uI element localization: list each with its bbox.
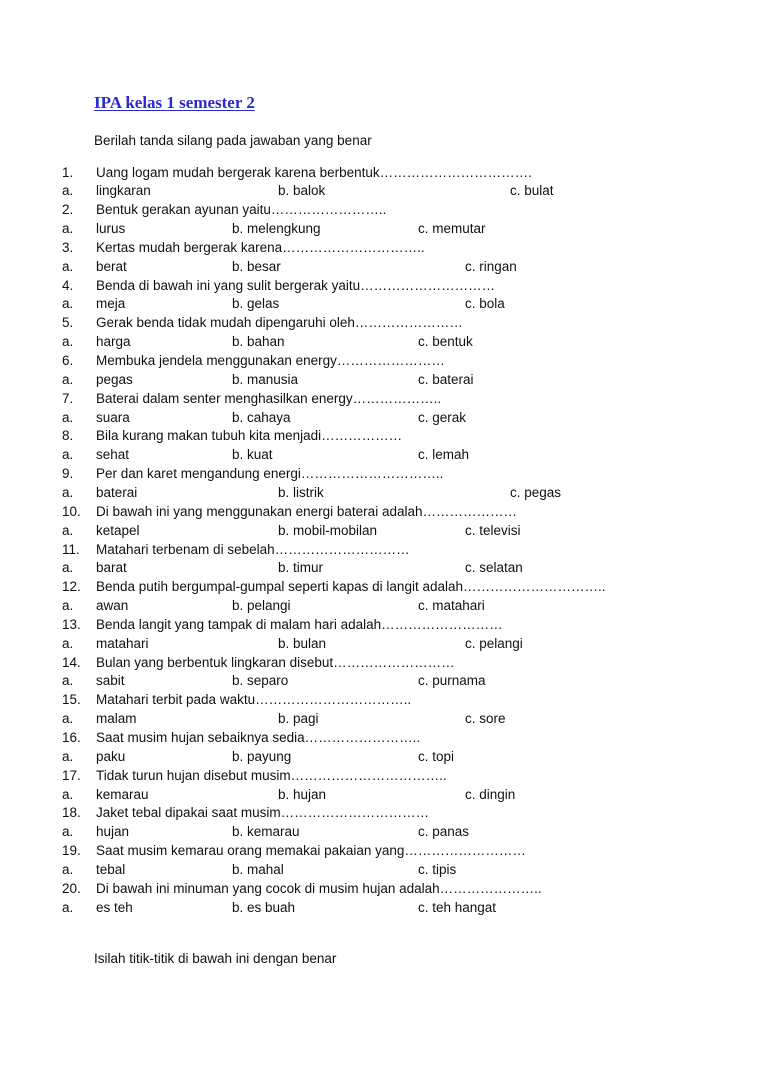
option-a: hujan — [96, 824, 130, 840]
question-number: 12. — [62, 579, 81, 595]
question-row — [0, 313, 768, 332]
option-b: b. cahaya — [232, 409, 291, 425]
question-number: 6. — [62, 353, 74, 368]
option-a: meja — [96, 296, 126, 312]
option-b: b. bahan — [232, 334, 285, 350]
question-text: Gerak benda tidak mudah dipengaruhi oleh…………………… — [96, 315, 463, 331]
answer-options-row — [0, 370, 768, 389]
question-row — [0, 803, 768, 822]
question-number: 16. — [62, 730, 81, 745]
option-c: c. memutar — [418, 221, 486, 236]
answer-options-row — [0, 709, 768, 728]
question-text: Uang logam mudah bergerak karena berbentuk……………………………. — [96, 164, 532, 180]
question-number: 7. — [62, 390, 74, 406]
question-text: Bila kurang makan tubuh kita menjadi……………… — [96, 428, 403, 444]
question-number: 8. — [62, 428, 74, 444]
answer-options-row — [0, 822, 768, 841]
option-marker-a: a. — [62, 221, 74, 236]
question-number: 18. — [62, 805, 81, 821]
option-b: b. es buah — [232, 899, 296, 915]
option-c: c. topi — [418, 748, 455, 764]
question-number: 4. — [62, 277, 74, 293]
question-text: Matahari terbenam di sebelah………………………… — [96, 541, 410, 557]
question-text: Benda langit yang tampak di malam hari adalah……………………… — [96, 616, 503, 632]
question-number: 11. — [62, 541, 80, 557]
answer-options-row — [0, 445, 768, 464]
question-number: 9. — [62, 466, 74, 482]
option-b: b. kuat — [232, 447, 273, 463]
option-a: harga — [96, 334, 131, 350]
option-b: b. payung — [232, 748, 292, 764]
option-a: sehat — [96, 447, 130, 463]
option-b: b. pelangi — [232, 598, 291, 613]
question-row — [0, 540, 768, 559]
answer-options-row — [0, 332, 768, 351]
option-c: c. bulat — [510, 183, 554, 199]
question-text: Jaket tebal dipakai saat musim…………………………… — [96, 805, 430, 821]
option-marker-a: a. — [62, 786, 74, 802]
question-text: Di bawah ini yang menggunakan energi baterai adalah………………… — [96, 503, 517, 519]
question-number: 14. — [62, 654, 81, 670]
question-text: Baterai dalam senter menghasilkan energy……………….. — [96, 390, 442, 406]
option-c: c. televisi — [465, 522, 521, 538]
question-number: 19. — [62, 843, 81, 859]
option-marker-a: a. — [62, 899, 74, 915]
question-text: Saat musim hujan sebaiknya sedia…………………….. — [96, 730, 421, 745]
option-marker-a: a. — [62, 334, 74, 350]
instruction-fill-in: Isilah titik-titik di bawah ini dengan benar — [94, 951, 337, 966]
question-row — [0, 653, 768, 672]
answer-options-row — [0, 860, 768, 879]
option-c: c. dingin — [465, 786, 516, 802]
option-a: matahari — [96, 635, 149, 651]
option-c: c. ringan — [465, 258, 517, 274]
question-text: Saat musim kemarau orang memakai pakaian yang……………………… — [96, 843, 526, 859]
answer-options-row — [0, 521, 768, 540]
answer-options-row — [0, 483, 768, 502]
option-c: c. matahari — [418, 598, 485, 613]
page-title: IPA kelas 1 semester 2 — [94, 93, 255, 112]
question-row — [0, 163, 768, 182]
option-a: sabit — [96, 673, 125, 689]
option-marker-a: a. — [62, 296, 74, 312]
option-b: b. mahal — [232, 861, 284, 877]
option-c: c. pelangi — [465, 635, 523, 651]
question-text: Bulan yang berbentuk lingkaran disebut……………………… — [96, 654, 455, 670]
option-a: tebal — [96, 861, 126, 877]
option-b: b. kemarau — [232, 824, 300, 840]
option-c: c. baterai — [418, 371, 474, 387]
question-number: 3. — [62, 239, 74, 255]
option-b: b. separo — [232, 673, 289, 689]
question-text: Membuka jendela menggunakan energy…………………… — [96, 353, 445, 368]
option-c: c. bola — [465, 296, 505, 312]
option-a: baterai — [96, 484, 138, 500]
option-a: es teh — [96, 899, 133, 915]
question-number: 10. — [62, 503, 81, 519]
option-c: c. gerak — [418, 409, 467, 425]
question-number: 1. — [62, 164, 74, 180]
instruction-multiple-choice: Berilah tanda silang pada jawaban yang benar — [94, 133, 372, 148]
option-marker-a: a. — [62, 748, 74, 764]
option-a: suara — [96, 409, 130, 425]
question-text: Per dan karet mengandung energi………………………….. — [96, 466, 444, 482]
question-text: Bentuk gerakan ayunan yaitu…………………….. — [96, 202, 387, 218]
option-c: c. purnama — [418, 673, 486, 689]
question-row — [0, 351, 768, 370]
option-a: ketapel — [96, 522, 140, 538]
option-b: b. listrik — [278, 484, 324, 500]
option-marker-a: a. — [62, 183, 74, 199]
option-b: b. balok — [278, 183, 326, 199]
question-text: Kertas mudah bergerak karena………………………….. — [96, 239, 425, 255]
option-b: b. hujan — [278, 786, 327, 802]
answer-options-row — [0, 181, 768, 200]
question-row — [0, 766, 768, 785]
option-marker-a: a. — [62, 258, 74, 274]
question-number: 17. — [62, 767, 81, 783]
option-c: c. panas — [418, 824, 470, 840]
option-a: barat — [96, 560, 127, 576]
option-c: c. tipis — [418, 861, 457, 877]
question-row — [0, 841, 768, 860]
question-number: 2. — [62, 202, 74, 218]
option-a: paku — [96, 748, 126, 764]
option-a: awan — [96, 598, 129, 613]
answer-options-row — [0, 898, 768, 917]
answer-options-row — [0, 785, 768, 804]
option-c: c. teh hangat — [418, 899, 497, 915]
option-a: kemarau — [96, 786, 149, 802]
answer-options-row — [0, 408, 768, 427]
option-c: c. lemah — [418, 447, 470, 463]
option-b: b. melengkung — [232, 221, 321, 236]
question-text: Benda di bawah ini yang sulit bergerak yaitu………………………… — [96, 277, 496, 293]
option-b: b. bulan — [278, 635, 327, 651]
option-marker-a: a. — [62, 861, 74, 877]
option-c: c. selatan — [465, 560, 523, 576]
option-marker-a: a. — [62, 484, 74, 500]
option-marker-a: a. — [62, 409, 74, 425]
option-marker-a: a. — [62, 824, 74, 840]
option-b: b. pagi — [278, 711, 319, 727]
answer-options-row — [0, 219, 768, 238]
answer-options-row — [0, 747, 768, 766]
question-row — [0, 238, 768, 257]
question-number: 5. — [62, 315, 74, 331]
question-number: 13. — [62, 616, 81, 632]
question-row — [0, 464, 768, 483]
option-a: berat — [96, 258, 127, 274]
option-b: b. gelas — [232, 296, 280, 312]
option-b: b. timur — [278, 560, 324, 576]
question-row — [0, 426, 768, 445]
answer-options-row — [0, 634, 768, 653]
question-text: Tidak turun hujan disebut musim…………………………….. — [96, 767, 447, 783]
option-a: pegas — [96, 371, 133, 387]
option-marker-a: a. — [62, 371, 74, 387]
answer-options-row — [0, 257, 768, 276]
option-c: c. pegas — [510, 484, 562, 500]
answer-options-row — [0, 558, 768, 577]
option-c: c. sore — [465, 711, 506, 727]
question-number: 15. — [62, 692, 81, 708]
option-b: b. besar — [232, 258, 281, 274]
question-text: Matahari terbit pada waktu…………………………….. — [96, 692, 412, 708]
option-marker-a: a. — [62, 522, 74, 538]
option-marker-a: a. — [62, 673, 74, 689]
question-row — [0, 879, 768, 898]
question-row — [0, 728, 768, 747]
option-c: c. bentuk — [418, 334, 473, 350]
option-marker-a: a. — [62, 711, 74, 727]
question-row — [0, 502, 768, 521]
option-a: lurus — [96, 221, 126, 236]
question-row — [0, 276, 768, 295]
question-number: 20. — [62, 880, 81, 896]
option-marker-a: a. — [62, 598, 74, 613]
question-row — [0, 615, 768, 634]
option-marker-a: a. — [62, 635, 74, 651]
question-text: Di bawah ini minuman yang cocok di musim hujan adalah………………….. — [96, 880, 542, 896]
question-row — [0, 577, 768, 596]
answer-options-row — [0, 294, 768, 313]
option-a: malam — [96, 711, 137, 727]
option-marker-a: a. — [62, 447, 74, 463]
option-b: b. mobil-mobilan — [278, 522, 378, 538]
answer-options-row — [0, 671, 768, 690]
answer-options-row — [0, 596, 768, 615]
question-row — [0, 389, 768, 408]
question-text: Benda putih bergumpal-gumpal seperti kapas di langit adalah………………………….. — [96, 579, 606, 595]
option-b: b. manusia — [232, 371, 299, 387]
option-marker-a: a. — [62, 560, 74, 576]
question-row — [0, 690, 768, 709]
question-row — [0, 200, 768, 219]
option-a: lingkaran — [96, 183, 151, 199]
